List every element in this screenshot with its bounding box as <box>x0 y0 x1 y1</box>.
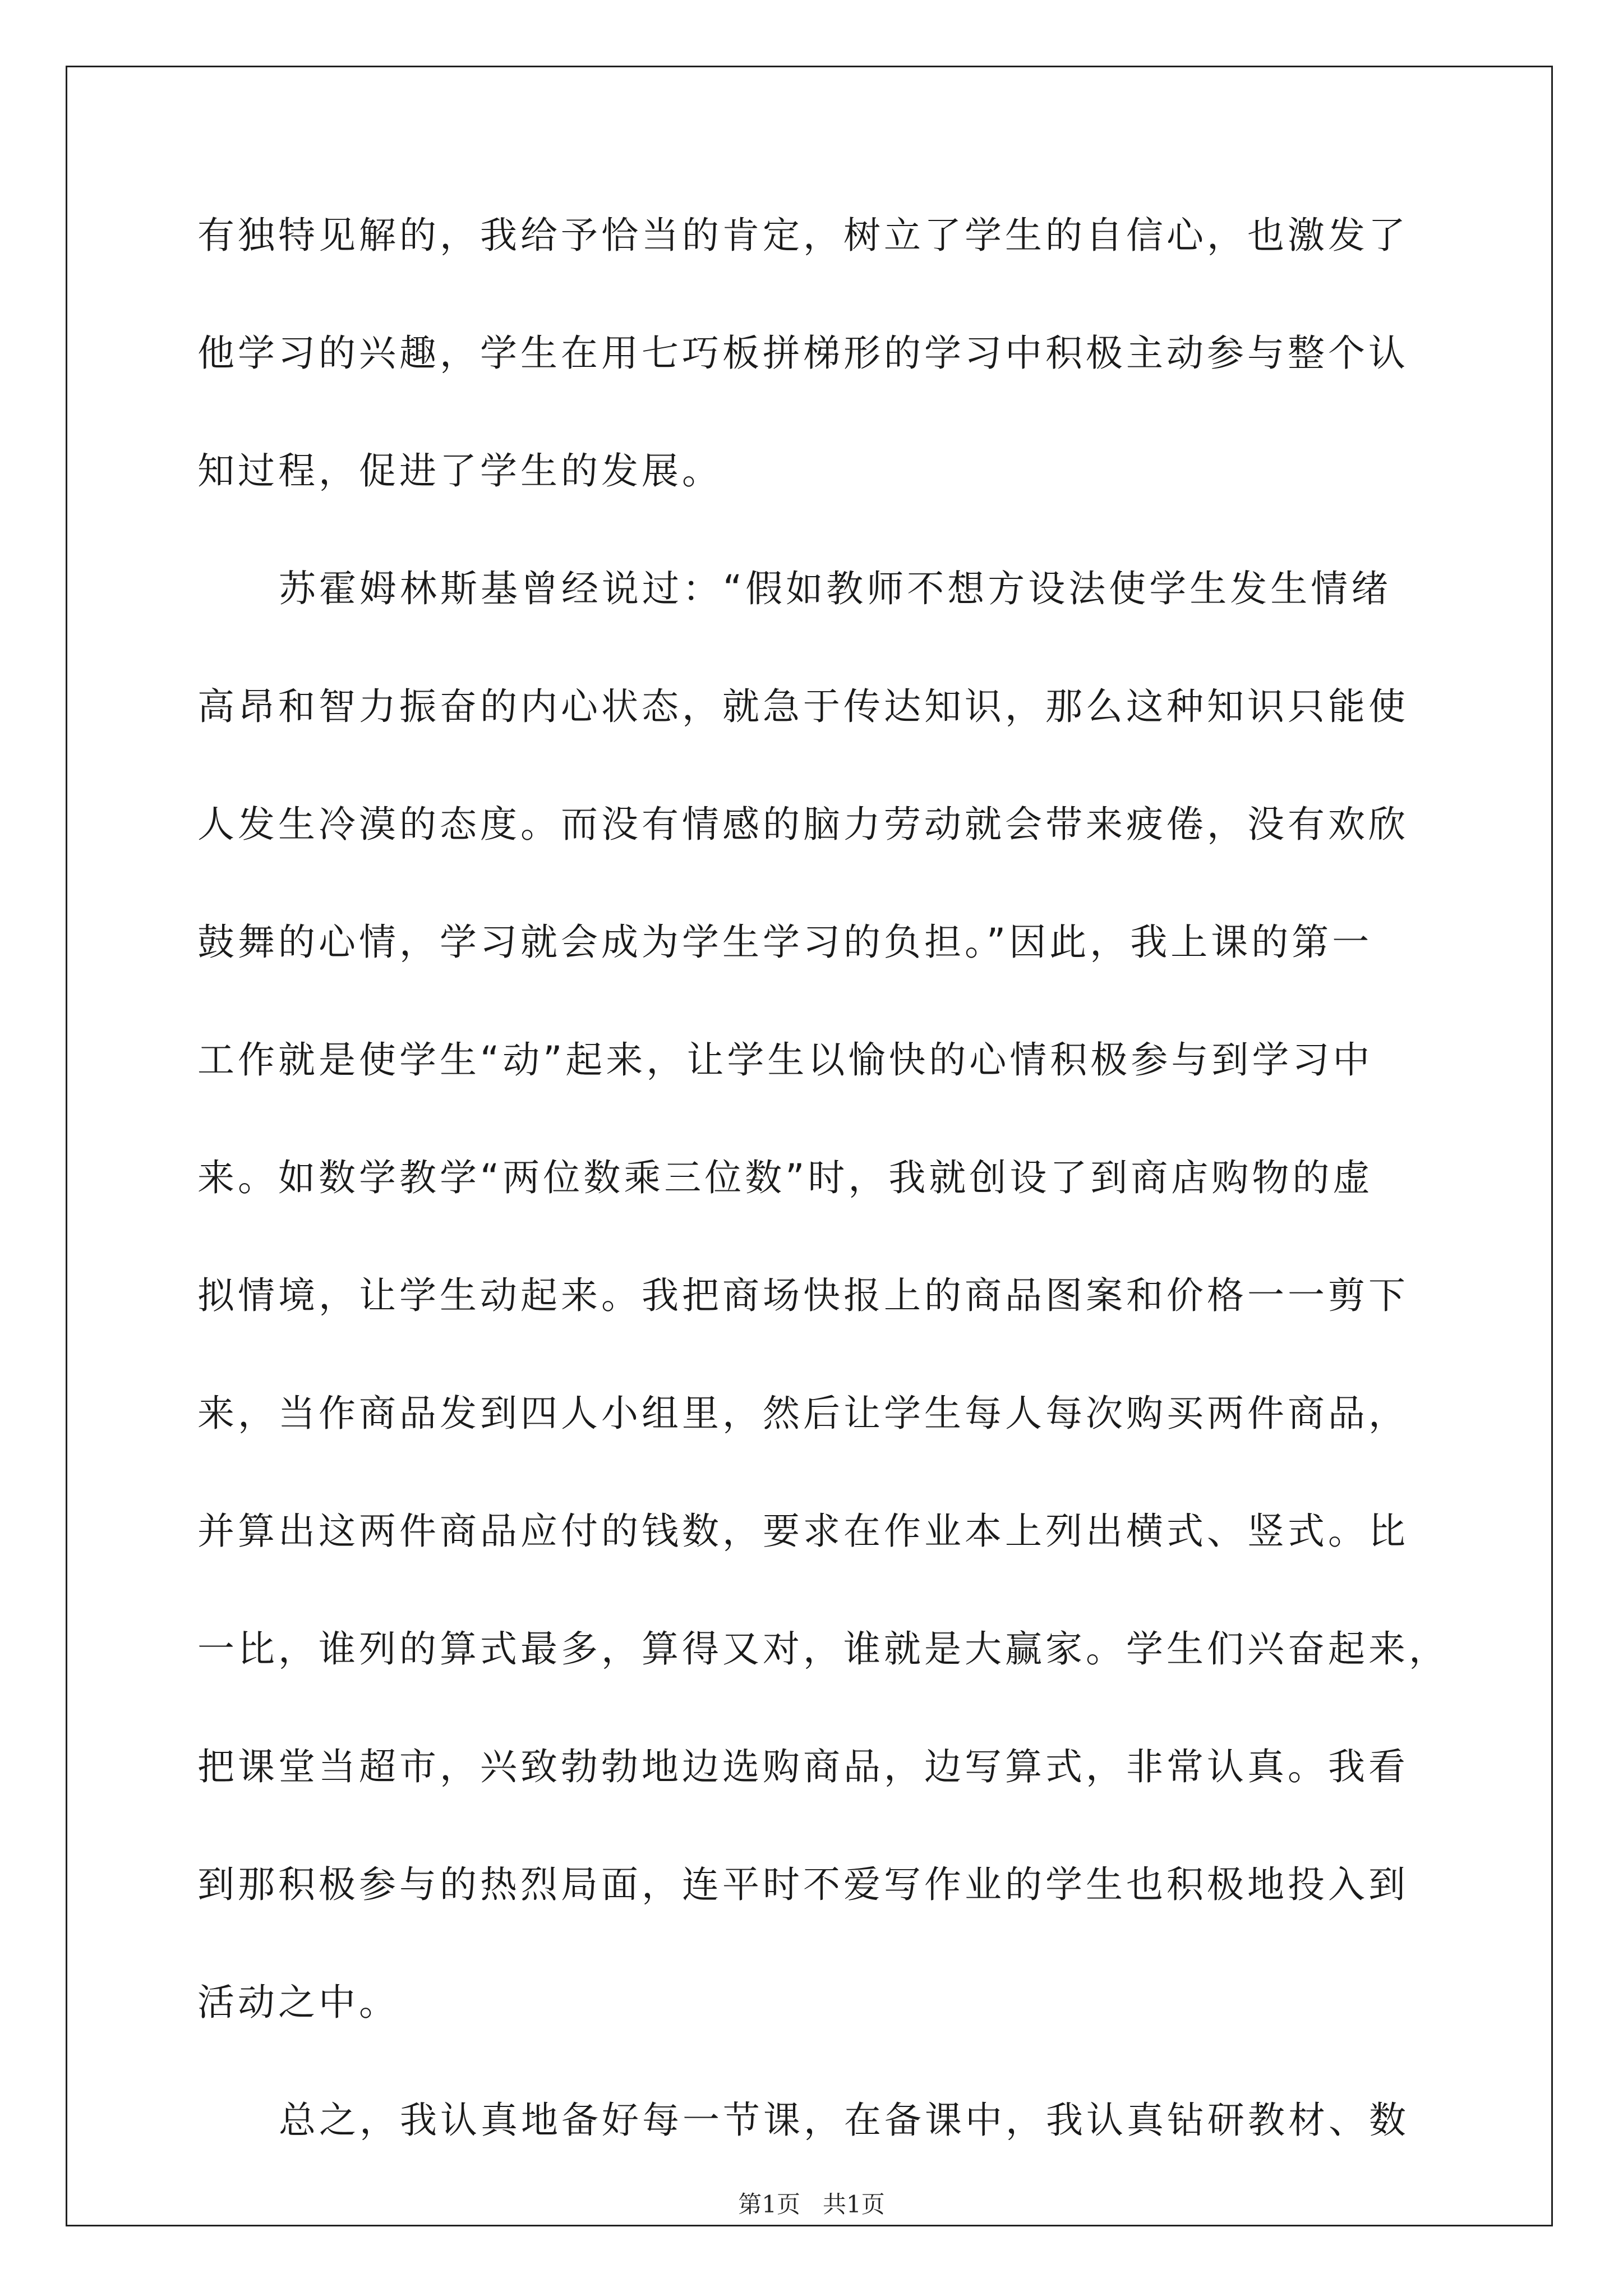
text-line-12: 并算出这两件商品应付的钱数，要求在作业本上列出横式、竖式。比 <box>197 1510 1409 1553</box>
text-line-14: 把课堂当超市，兴致勃勃地边选购商品，边写算式，非常认真。我看 <box>197 1745 1409 1788</box>
text-line-2: 他学习的兴趣，学生在用七巧板拼梯形的学习中积极主动参与整个认 <box>197 332 1409 375</box>
text-line-3: 知过程，促进了学生的发展。 <box>197 449 722 493</box>
text-line-6: 人发生冷漠的态度。而没有情感的脑力劳动就会带来疲倦，没有欢欣 <box>197 803 1409 846</box>
text-line-11: 来，当作商品发到四人小组里，然后让学生每人每次购买两件商品， <box>197 1392 1409 1435</box>
text-line-16: 活动之中。 <box>197 1981 399 2024</box>
text-line-9: 来。如数学教学“两位数乘三位数”时，我就创设了到商店购物的虚 <box>197 1156 1373 1199</box>
page-number-footer: 第1页 共1页 <box>738 2191 885 2218</box>
text-line-4: 苏霍姆林斯基曾经说过：“假如教师不想方设法使学生发生情绪 <box>279 567 1392 610</box>
text-line-13: 一比，谁列的算式最多，算得又对，谁就是大赢家。学生们兴奋起来， <box>197 1627 1449 1671</box>
text-line-5: 高昂和智力振奋的内心状态，就急于传达知识，那么这种知识只能使 <box>197 685 1409 728</box>
text-line-7: 鼓舞的心情，学习就会成为学生学习的负担。”因此，我上课的第一 <box>197 921 1373 964</box>
text-line-8: 工作就是使学生“动”起来，让学生以愉快的心情积极参与到学习中 <box>197 1038 1373 1082</box>
text-line-10: 拟情境，让学生动起来。我把商场快报上的商品图案和价格一一剪下 <box>197 1274 1409 1317</box>
text-line-17: 总之，我认真地备好每一节课，在备课中，我认真钻研教材、数 <box>279 2099 1409 2142</box>
text-line-15: 到那积极参与的热烈局面，连平时不爱写作业的学生也积极地投入到 <box>197 1863 1409 1906</box>
text-line-1: 有独特见解的，我给予恰当的肯定，树立了学生的自信心，也激发了 <box>197 214 1409 257</box>
